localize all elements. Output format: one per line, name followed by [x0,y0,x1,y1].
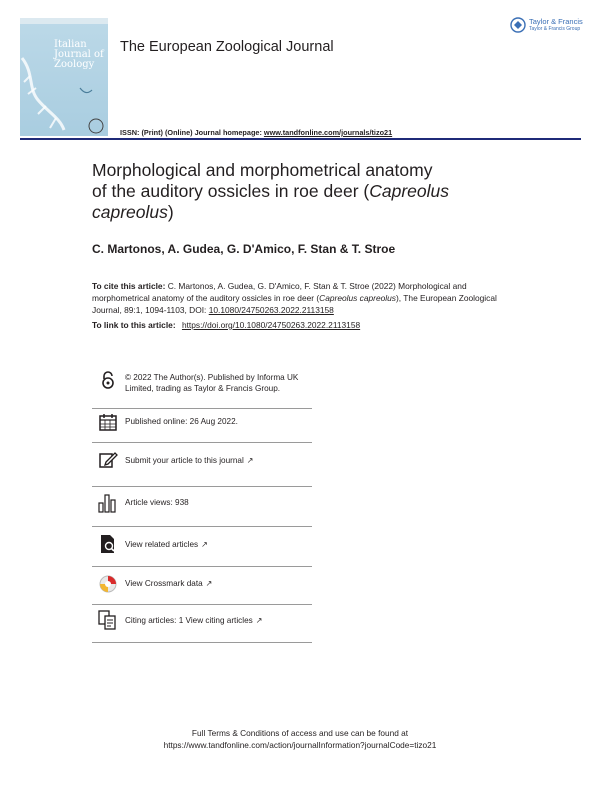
citation-block [92,280,512,316]
submit-article-item[interactable] [92,442,312,487]
crossmark-link[interactable]: View Crossmark data [125,579,203,588]
publisher-logo-icon [510,16,526,34]
external-link-icon: ↗ [205,579,213,588]
title-species: Capreolus capreolus [92,181,450,222]
open-access-icon [98,370,118,390]
citing-articles-link[interactable]: Citing articles: 1 View citing articles [125,616,253,625]
copyright-text: © 2022 The Author(s). Published by Informa UK Limited, trading as Taylor & Francis Group. [125,373,299,393]
article-views-text: Article views: 938 [125,498,189,507]
external-link-icon: ↗ [246,456,254,465]
published-online-text: Published online: 26 Aug 2022. [125,417,238,426]
submit-article-link[interactable]: Submit your article to this journal [125,456,244,465]
publisher-logo-subtext: Taylor & Francis Group [529,26,581,32]
journal-homepage-link[interactable]: www.tandfonline.com/journals/tizo21 [263,128,393,137]
published-online-item [92,408,312,443]
header-divider [20,138,581,140]
cover-illustration [20,18,108,136]
article-link-label: To link to this article: [92,320,176,330]
related-articles-link[interactable]: View related articles [125,540,199,549]
footer-terms [0,727,600,751]
related-articles-item[interactable] [92,526,312,567]
citation-label: To cite this article: [92,281,166,291]
footer-line1: Full Terms & Conditions of access and use can be found at [191,728,409,738]
issn-label: ISSN: (Print) (Online) Journal homepage: [120,128,262,137]
article-views-item [92,486,312,527]
edit-icon [98,450,118,470]
calendar-icon [98,412,118,432]
cover-title: Italian Journal of Zoology [54,39,104,70]
citation-text-a: C. Martonos, A. Gudea, G. D'Amico, F. Stan & T. Stroe (2022) Morphological and morphometrical anatomy of the auditory ossicles in roe deer ( [92,281,467,303]
citation-doi-link[interactable]: 10.1080/24750263.2022.2113158 [208,305,334,315]
title-line1: Morphological and morphometrical anatomy [92,160,433,180]
article-title [92,160,492,223]
citing-articles-icon [98,610,118,630]
citation-species: Capreolus capreolus [319,293,396,303]
title-end: ) [167,202,174,222]
crossmark-icon [98,574,118,594]
journal-name: The European Zoological Journal [120,39,334,55]
citation-text-b: ), The European Zoological Journal, 89:1, 1094-1103, DOI: [92,293,497,315]
publisher-logo[interactable] [510,16,585,38]
journal-cover-image[interactable] [20,18,108,136]
external-link-icon: ↗ [255,616,263,625]
external-link-icon: ↗ [201,540,208,549]
publisher-logo-text: Taylor & Francis [529,17,583,26]
article-authors: C. Martonos, A. Gudea, G. D'Amico, F. Stan & T. Stroe [92,242,396,256]
bar-chart-icon [98,493,118,513]
related-articles-icon [98,534,118,554]
issn-line [120,128,392,137]
copyright-item [92,370,312,409]
article-link-line [92,320,360,330]
citing-articles-item[interactable] [92,604,312,643]
article-doi-url-link[interactable]: https://doi.org/10.1080/24750263.2022.2113158 [181,320,361,330]
crossmark-item[interactable] [92,566,312,605]
footer-terms-link[interactable]: https://www.tandfonline.com/action/journalInformation?journalCode=tizo21 [163,740,437,750]
title-line2: of the auditory ossicles in roe deer ( [92,181,370,201]
